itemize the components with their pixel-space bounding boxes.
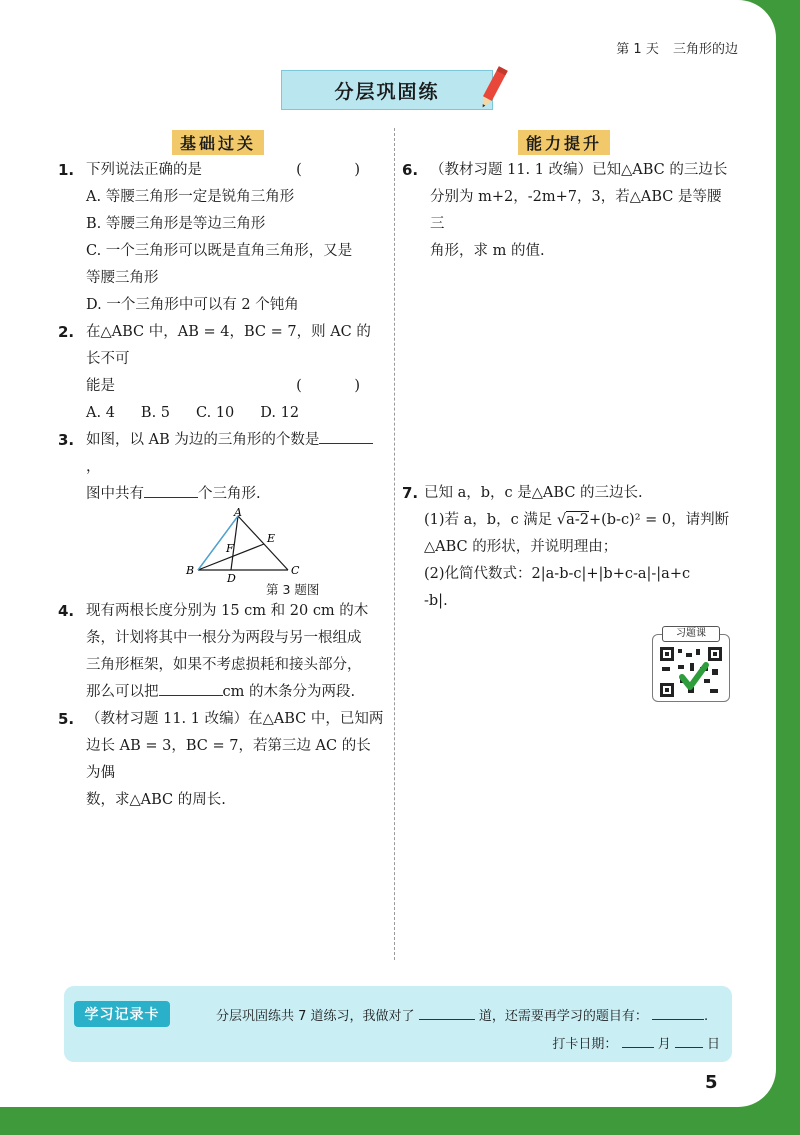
question-stem: 下列说法正确的是: [86, 162, 202, 178]
section-advanced-heading: 能力提升: [518, 130, 610, 155]
figure-3: [58, 508, 384, 598]
question-line: 条，计划将其中一根分为两段与另一根组成: [86, 630, 362, 646]
vertex-e-label: E: [267, 532, 276, 545]
question-1: [58, 157, 384, 319]
record-text: .: [703, 1009, 709, 1024]
question-line: 数，求△ABC 的周长.: [86, 792, 226, 808]
review-items-blank[interactable]: [652, 1007, 704, 1020]
day-label: 日: [706, 1037, 720, 1052]
correct-count-blank[interactable]: [419, 1007, 475, 1020]
question-line: -b|.: [424, 593, 448, 609]
vertex-a-label: A: [234, 506, 242, 519]
right-column-bottom: [402, 480, 734, 615]
question-stem-cont: 能是: [86, 378, 115, 394]
qr-code[interactable]: [652, 626, 730, 702]
question-line: (2)化简代数式：2|a-b-c|+|b+c-a|-|a+c: [424, 566, 691, 582]
answer-blank[interactable]: [319, 429, 373, 444]
question-stem: 在△ABC 中，AB = 4，BC = 7，则 AC 的长不可: [86, 324, 371, 367]
right-column-top: [402, 157, 734, 265]
left-column: [58, 157, 384, 814]
header-topic: 三角形的边: [672, 42, 738, 57]
question-number: 3.: [58, 431, 75, 449]
vertex-b-label: B: [186, 564, 195, 577]
header-day: 第 1 天: [616, 42, 659, 57]
question-4: [58, 598, 384, 706]
page-number: 5: [705, 1072, 718, 1093]
option-d: D. 一个三角形中可以有 2 个钝角: [86, 297, 299, 313]
record-text: 道，还需要再学习的题目有：: [478, 1009, 648, 1024]
page-header: [606, 38, 738, 57]
day-blank[interactable]: [675, 1035, 703, 1048]
question-line-cont: +(b-c)² = 0，请判断: [588, 512, 730, 528]
vertex-d-label: D: [227, 572, 236, 585]
question-line: 已知 a，b，c 是△ABC 的三边长.: [424, 485, 643, 501]
column-divider: [394, 128, 395, 960]
question-line: 现有两根长度分别为 15 cm 和 20 cm 的木: [86, 603, 369, 619]
question-stem-cont: 图中共有: [86, 486, 144, 502]
checkin-date-label: 打卡日期：: [552, 1037, 618, 1052]
sqrt-symbol: √: [556, 512, 567, 528]
question-3: [58, 427, 384, 508]
question-line: 分别为 m+2，-2m+7，3，若△ABC 是等腰三: [430, 189, 722, 232]
option-c: C. 一个三角形可以既是直角三角形，又是: [86, 243, 353, 259]
question-5: [58, 706, 384, 814]
option-d: D. 12: [260, 405, 300, 421]
question-line: (1)若 a，b，c 满足: [424, 512, 553, 528]
question-line: 那么可以把: [86, 684, 159, 700]
question-line-end: cm 的木条分为两段.: [222, 684, 356, 700]
question-line: △ABC 的形状，并说明理由；: [424, 539, 618, 555]
option-b: B. 5: [140, 405, 171, 421]
question-stem: 如图，以 AB 为边的三角形的个数是: [86, 432, 320, 448]
option-a: A. 4: [86, 405, 115, 421]
option-c-cont: 等腰三角形: [86, 270, 159, 286]
answer-blank[interactable]: [159, 681, 223, 696]
qr-frame: [652, 634, 730, 702]
record-line-1: [216, 1005, 708, 1024]
question-line: 角形，求 m 的值.: [430, 243, 545, 259]
question-7: [402, 480, 734, 615]
answer-paren: ( ): [296, 378, 384, 394]
question-line: （教材习题 11. 1 改编）在△ABC 中，已知两: [86, 711, 384, 727]
punct: ，: [86, 459, 101, 475]
record-text: 分层巩固练共 7 道练习，我做对了: [216, 1009, 415, 1024]
radicand: a-2: [566, 512, 589, 528]
option-c: C. 10: [196, 405, 235, 421]
question-line: （教材习题 11. 1 改编）已知△ABC 的三边长: [430, 162, 728, 178]
month-blank[interactable]: [622, 1035, 654, 1048]
section-basic-heading: 基础过关: [172, 130, 264, 155]
record-tag: 学习记录卡: [74, 1001, 170, 1027]
question-number: 5.: [58, 710, 75, 728]
option-b: B. 等腰三角形是等边三角形: [86, 216, 266, 232]
question-number: 2.: [58, 323, 75, 341]
question-number: 7.: [402, 484, 419, 502]
question-line: 三角形框架，如果不考虑损耗和接头部分，: [86, 657, 362, 673]
pencil-icon: [478, 64, 508, 112]
qr-label: 习题课: [662, 626, 720, 642]
vertex-c-label: C: [291, 564, 300, 577]
banner-title: 分层巩固练: [334, 80, 440, 103]
triangle-diagram: [186, 506, 368, 585]
vertex-f-label: F: [226, 542, 234, 555]
figure-caption: 第 3 题图: [266, 582, 320, 597]
options-row: [86, 400, 384, 427]
question-2: [58, 319, 384, 427]
question-number: 6.: [402, 161, 419, 179]
question-line: 边长 AB = 3，BC = 7，若第三边 AC 的长为偶: [86, 738, 371, 781]
option-a: A. 等腰三角形一定是锐角三角形: [86, 189, 295, 205]
record-line-2: [552, 1033, 720, 1052]
question-number: 1.: [58, 161, 75, 179]
section-banner: [281, 70, 493, 110]
question-number: 4.: [58, 602, 75, 620]
question-6: [402, 157, 734, 265]
answer-paren: ( ): [296, 162, 384, 178]
month-label: 月: [657, 1037, 671, 1052]
study-record-card: [64, 986, 732, 1062]
question-stem-end: 个三角形.: [198, 486, 261, 502]
answer-blank[interactable]: [144, 483, 198, 498]
qr-pattern-icon: [660, 647, 722, 697]
